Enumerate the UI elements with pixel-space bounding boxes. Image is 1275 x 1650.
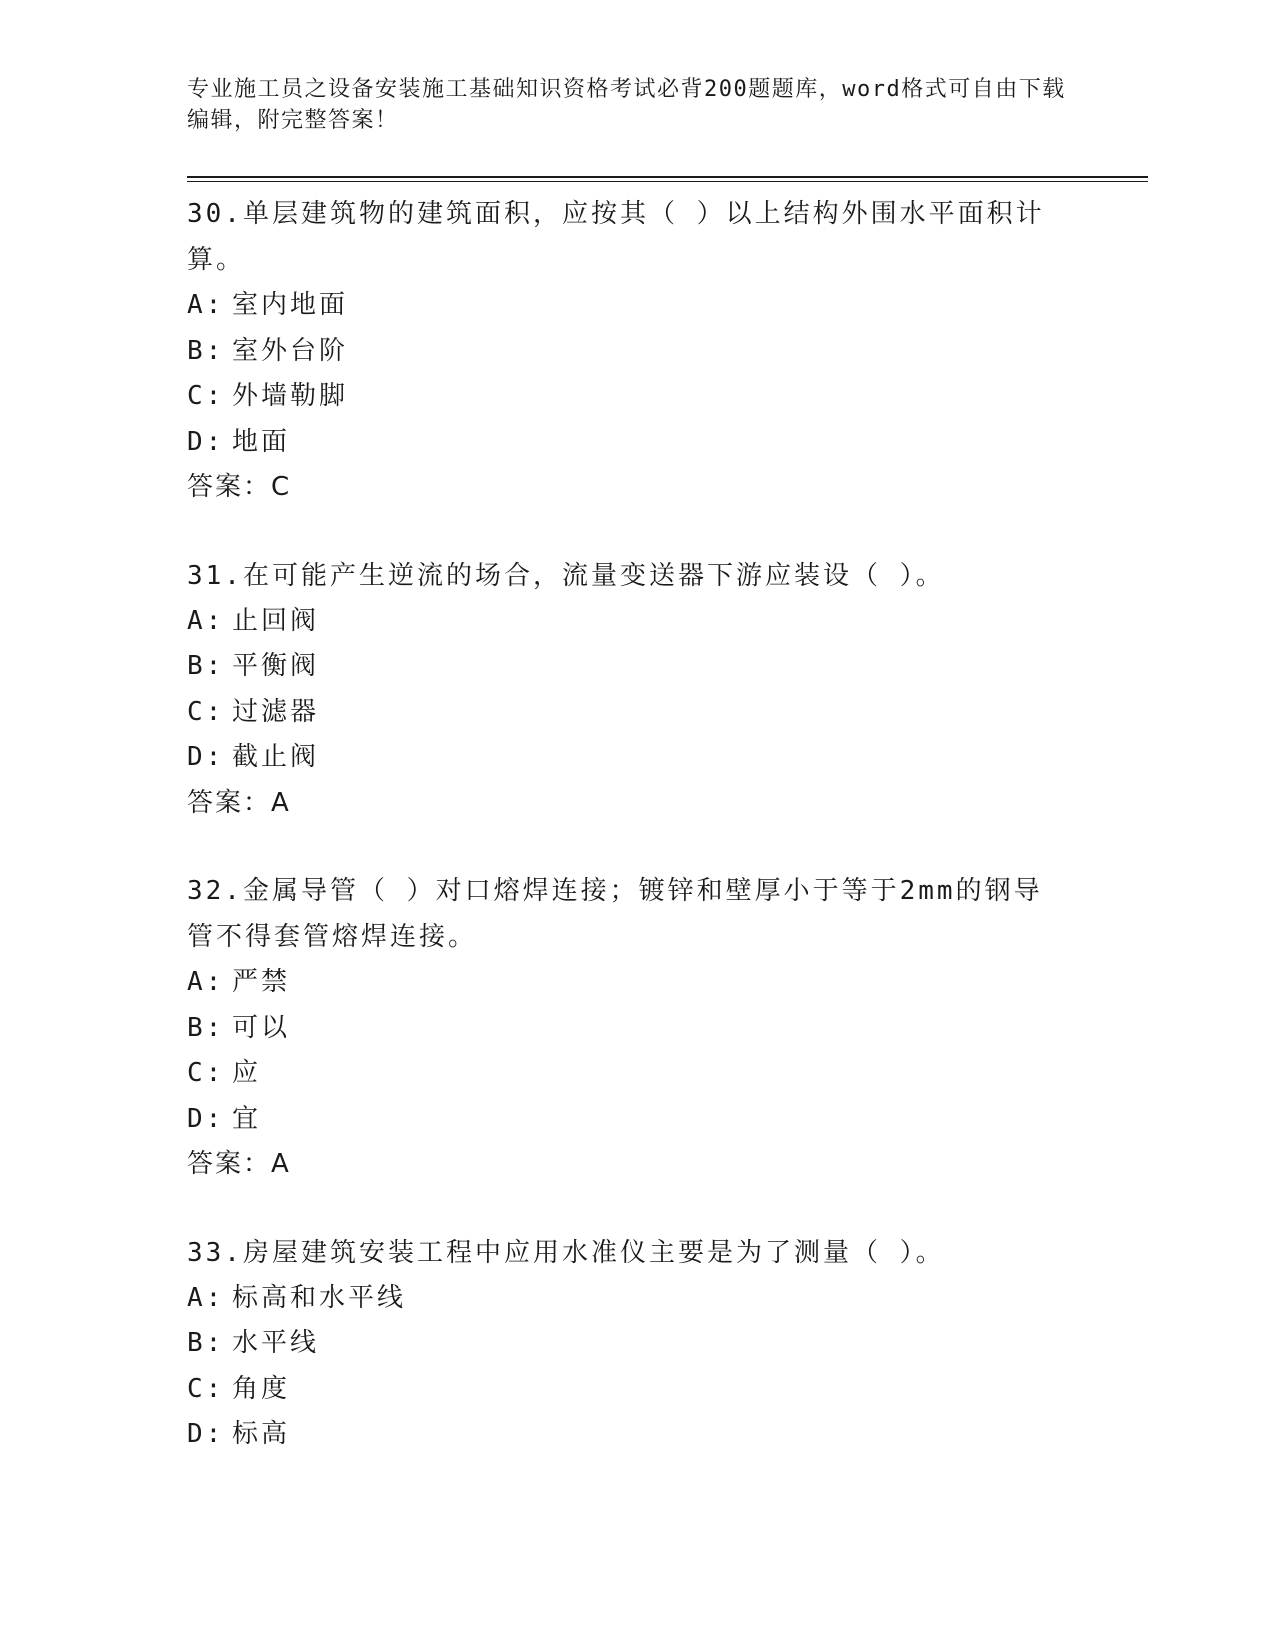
option-text: 过滤器	[232, 696, 320, 727]
option-text: 室内地面	[232, 290, 349, 320]
option-text: 标高和水平线	[232, 1282, 407, 1313]
option-letter: D:	[187, 1419, 225, 1449]
option-d	[187, 735, 1067, 781]
option-text: 宜	[232, 1103, 262, 1134]
option-letter: B:	[187, 1328, 225, 1358]
option-letter: B:	[187, 335, 225, 366]
document-header: 专业施工员之设备安装施工基础知识资格考试必背200题题库，word格式可自由下载编辑，附完整答案！	[187, 77, 1066, 133]
answer-line: 答案：A	[187, 1149, 291, 1179]
option-text: 应	[232, 1058, 262, 1088]
option-a	[187, 1276, 1067, 1322]
option-letter: B:	[187, 1012, 225, 1043]
option-a	[187, 283, 1067, 329]
option-text: 平衡阀	[232, 651, 320, 681]
option-a	[187, 599, 1067, 645]
option-letter: D:	[187, 426, 225, 457]
option-text: 可以	[232, 1012, 291, 1043]
option-text: 止回阀	[232, 605, 320, 636]
option-d	[187, 1412, 1067, 1458]
option-b	[187, 1006, 1067, 1052]
question-stem: 33.房屋建筑安装工程中应用水准仪主要是为了测量（ ）。	[187, 1237, 945, 1268]
option-c	[187, 374, 1067, 420]
option-c	[187, 1367, 1067, 1413]
question-30	[187, 191, 1067, 511]
option-letter: D:	[187, 742, 225, 772]
option-d	[187, 420, 1067, 466]
option-text: 标高	[232, 1419, 291, 1449]
option-text: 室外台阶	[232, 335, 349, 366]
option-c	[187, 1051, 1067, 1097]
option-letter: B:	[187, 651, 225, 681]
option-letter: C:	[187, 381, 225, 411]
question-32	[187, 868, 1067, 1188]
option-letter: A:	[187, 967, 225, 997]
option-text: 角度	[232, 1373, 291, 1404]
option-letter: C:	[187, 1373, 225, 1404]
option-c	[187, 690, 1067, 736]
header-divider-thin	[187, 181, 1148, 182]
option-letter: D:	[187, 1103, 225, 1134]
answer-line: 答案：C	[187, 472, 292, 502]
option-b	[187, 644, 1067, 690]
option-b	[187, 329, 1067, 375]
option-b	[187, 1321, 1067, 1367]
question-stem: 32.金属导管（ ）对口熔焊连接；镀锌和壁厚小于等于2mm的钢导管不得套管熔焊连接。	[187, 876, 1043, 952]
option-letter: C:	[187, 1058, 225, 1088]
option-letter: A:	[187, 605, 225, 636]
option-d	[187, 1097, 1067, 1143]
option-text: 外墙勒脚	[232, 381, 349, 411]
answer-line: 答案：A	[187, 787, 291, 818]
question-31	[187, 553, 1067, 827]
option-letter: C:	[187, 696, 225, 727]
question-stem: 30.单层建筑物的建筑面积，应按其（ ）以上结构外围水平面积计算。	[187, 199, 1045, 275]
option-text: 水平线	[232, 1328, 320, 1358]
option-text: 地面	[232, 426, 291, 457]
option-a	[187, 960, 1067, 1006]
question-stem: 31.在可能产生逆流的场合，流量变送器下游应装设（ ）。	[187, 560, 945, 591]
question-33	[187, 1230, 1067, 1458]
option-text: 严禁	[232, 967, 291, 997]
option-text: 截止阀	[232, 742, 320, 772]
question-list	[187, 191, 1067, 1500]
option-letter: A:	[187, 290, 225, 320]
header-divider-thick	[187, 176, 1148, 178]
option-letter: A:	[187, 1282, 225, 1313]
